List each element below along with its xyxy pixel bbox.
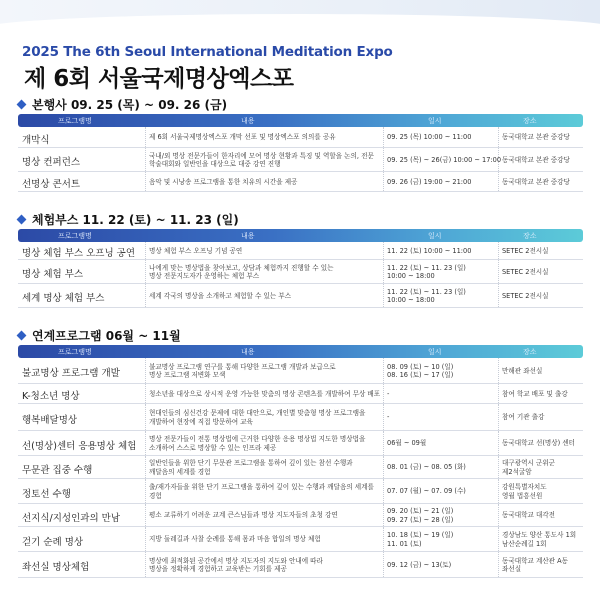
program-content-line: 명상 체험 부스 오프닝 기념 공연 (149, 246, 243, 255)
program-place (502, 483, 547, 499)
header-date: 일시 (428, 117, 442, 125)
program-date (387, 156, 501, 164)
program-date-line: 10:00 ~ 18:00 (387, 272, 435, 280)
program-content (149, 390, 385, 398)
table-header (18, 345, 583, 358)
program-place-line: 동국대학교 본관 중강당 (502, 133, 570, 142)
program-date-line: - (387, 413, 390, 422)
program-content (149, 363, 385, 379)
program-place (502, 247, 549, 255)
table-header (18, 229, 583, 242)
table-row (18, 384, 583, 404)
program-date-line: 09. 26 (금) 19:00 ~ 21:00 (387, 177, 472, 186)
table-row (18, 260, 583, 284)
program-content-line: 출/재가자들을 위한 단기 프로그램을 통하여 깊이 있는 수행과 깨달음의 세계를 (149, 483, 374, 492)
program-content-line: 깨달음의 세계를 경험 (149, 467, 211, 476)
program-place-line: 동국대학교 본관 중강당 (502, 177, 570, 186)
diamond-bullet-icon (17, 215, 27, 225)
program-date (387, 463, 466, 471)
program-date (387, 133, 471, 141)
program-name: 명상 체험 부스 (22, 269, 84, 280)
program-date (387, 264, 466, 280)
program-name: 좌선실 명상체험 (22, 562, 90, 573)
column-divider (145, 404, 146, 430)
program-place (502, 531, 576, 547)
program-date (387, 363, 453, 379)
header-date: 일시 (428, 232, 442, 240)
column-divider (498, 358, 499, 383)
table-row (18, 284, 583, 308)
program-place-line: SETEC 2전시실 (502, 246, 549, 255)
program-content-line: 명상을 정확하게 경험하고 교육받는 기회를 제공 (149, 565, 287, 573)
column-divider (498, 404, 499, 430)
program-content-line: 불교명상 프로그램 연구를 통해 다양한 프로그램 개발과 보급으로 (149, 362, 336, 371)
section-title (18, 211, 239, 228)
column-divider (498, 242, 499, 259)
program-date (387, 507, 453, 523)
column-divider (498, 504, 499, 526)
table-row (18, 404, 583, 431)
program-content-line: 평소 교류하기 어려운 교계 큰스님들과 명상 지도자들의 초청 강연 (149, 511, 338, 520)
program-date-line: 09. 20 (토) ~ 21 (일) (387, 507, 454, 516)
column-divider (145, 172, 146, 191)
program-content (149, 178, 385, 186)
header-program: 프로그램명 (58, 348, 92, 356)
column-divider (145, 431, 146, 455)
column-divider (498, 527, 499, 551)
program-content-line: 명상 전문지도자가 운영하는 체험 부스 (149, 272, 260, 280)
column-divider (145, 456, 146, 478)
program-date-line: 11. 22 (토) ~ 11. 23 (일) (387, 263, 466, 272)
program-date-line: 11. 22 (토) ~ 11. 23 (일) (387, 287, 466, 296)
column-divider (145, 358, 146, 383)
expo-subtitle-en: 2025 The 6th Seoul International Meditation Expo (22, 44, 393, 60)
table-row (18, 456, 583, 479)
column-divider (145, 242, 146, 259)
program-content-line: 경험 (149, 491, 162, 500)
program-place-line: 동국대학교 본관 중강당 (502, 155, 570, 164)
program-content (149, 483, 385, 499)
program-date (387, 413, 389, 421)
table-row (18, 358, 583, 384)
table-row (18, 127, 583, 148)
program-date-line: 08. 09 (토) ~ 10 (일) (387, 362, 454, 371)
program-place (502, 268, 549, 276)
program-place-line: 동국대학교 대각전 (502, 511, 556, 520)
program-content-line: 일반인들을 위한 단기 무문관 프로그램을 통하여 깊이 있는 참선 수행과 (149, 459, 353, 468)
program-table (18, 229, 583, 308)
table-row (18, 504, 583, 527)
column-divider (145, 552, 146, 577)
program-place (502, 178, 570, 186)
program-place-line: 좌선실 (502, 565, 522, 573)
program-date (387, 531, 453, 547)
header-date: 일시 (428, 348, 442, 356)
program-place-line: 동국대학교 선(명상) 센터 (502, 439, 576, 448)
column-divider (498, 172, 499, 191)
program-content (149, 152, 385, 168)
program-date-line: 11. 01 (토) (387, 539, 422, 548)
program-place-line: 제2석굴암 (502, 467, 532, 476)
column-divider (498, 384, 499, 403)
program-place-line: 참여 학교 배포 및 출강 (502, 389, 568, 398)
header-place: 장소 (523, 348, 537, 356)
program-place (502, 413, 544, 421)
table-header (18, 114, 583, 127)
program-content (149, 435, 385, 451)
program-place-line: SETEC 2전시실 (502, 291, 549, 300)
program-content-line: 음악 및 시낭송 프로그램을 통한 치유의 시간을 제공 (149, 177, 298, 186)
header-program: 프로그램명 (58, 117, 92, 125)
program-content-line: 학술대회와 일반인을 대상으로 대중 강연 진행 (149, 160, 281, 168)
diamond-bullet-icon (17, 331, 27, 341)
program-place-line: 경상남도 양산 통도사 1회 (502, 531, 577, 540)
program-content-line: 명상에 최적화된 공간에서 명상 지도자의 지도와 안내에 따라 (149, 556, 323, 565)
program-name: 명상 컨퍼런스 (22, 157, 81, 168)
table-row (18, 148, 583, 172)
table-row (18, 479, 583, 504)
program-content-line: 국내/외 명상 전문가들이 한자리에 모여 명상 현황과 특징 및 역할을 논의, 전문 (149, 151, 374, 160)
program-content-line: 현대인들의 심신건강 문제에 대한 대안으로, 개인별 맞춤형 명상 프로그램을 (149, 409, 366, 418)
program-place-line: 동국대학교 계산관 A동 (502, 556, 569, 565)
column-divider (145, 148, 146, 171)
program-name: 선(명상)센터 응용명상 체험 (22, 440, 137, 452)
program-place-line: 남산순례길 1회 (502, 539, 547, 548)
column-divider (498, 552, 499, 577)
program-place-line: 강원특별자치도 (502, 483, 547, 492)
header-place: 장소 (523, 117, 537, 125)
program-date (387, 390, 389, 398)
program-content-line: 지방 둘레길과 사찰 순례를 통해 몸과 마음 합일의 명상 체험 (149, 535, 321, 544)
section-title-text: 본행사 09. 25 (목) ~ 09. 26 (금) (32, 98, 228, 112)
column-divider (145, 527, 146, 551)
program-place (502, 156, 570, 164)
header-program: 프로그램명 (58, 232, 92, 240)
program-place (502, 439, 575, 447)
column-divider (145, 127, 146, 147)
column-divider (145, 284, 146, 307)
column-divider (145, 504, 146, 526)
program-date-line: 10:00 ~ 18:00 (387, 296, 435, 304)
program-name: 개막식 (22, 134, 50, 146)
table-row (18, 172, 583, 192)
header-place: 장소 (523, 232, 537, 240)
program-place (502, 390, 568, 398)
table-row (18, 431, 583, 456)
column-divider (498, 456, 499, 478)
program-place (502, 367, 542, 375)
diamond-bullet-icon (17, 100, 27, 110)
section-title-text: 연계프로그램 06월 ~ 11월 (32, 329, 181, 343)
program-name: 선지식/지성인과의 만남 (22, 512, 120, 524)
program-date-line: 09. 25 (목) ~ 26(금) 10:00 ~ 17:00 (387, 155, 502, 164)
top-curve-decoration (0, 14, 600, 44)
program-date-line: 08. 01 (금) ~ 08. 05 (화) (387, 463, 466, 472)
table-row (18, 527, 583, 552)
program-content (149, 535, 385, 543)
program-date-line: 09. 27 (토) ~ 28 (일) (387, 515, 454, 524)
program-name: 세계 명상 체험 부스 (22, 293, 105, 304)
program-name: 선명상 콘서트 (22, 179, 81, 190)
program-date (387, 247, 471, 255)
expo-title: 제 6회 서울국제명상엑스포 (24, 66, 294, 92)
program-name: 무문관 집중 수행 (22, 464, 93, 476)
program-date (387, 288, 466, 304)
program-date-line: 09. 25 (목) 10:00 ~ 11:00 (387, 133, 472, 142)
column-divider (145, 479, 146, 503)
program-name: 행복배달명상 (22, 414, 78, 426)
program-place (502, 133, 570, 141)
program-place-line: 만해관 좌선실 (502, 366, 543, 375)
program-place (502, 292, 549, 300)
program-date-line: 11. 22 (토) 10:00 ~ 11:00 (387, 246, 472, 255)
program-content-line: 명상 전문가들이 전통 명상법에 근거한 다양한 응용 명상법 지도한 명상법을 (149, 435, 366, 444)
program-date (387, 178, 471, 186)
program-date-line: - (387, 389, 390, 398)
program-content-line: 제 6회 서울국제명상엑스포 개막 선포 및 명상엑스포 의의를 공유 (149, 133, 336, 142)
program-place-line: 영월 법흥선원 (502, 491, 543, 500)
column-divider (145, 384, 146, 403)
program-name: 걷기 순례 명상 (22, 536, 84, 548)
program-content-line: 명상 프로그램 저변화 모색 (149, 371, 226, 379)
program-content (149, 133, 385, 141)
table-row (18, 242, 583, 260)
program-table (18, 114, 583, 192)
column-divider (145, 260, 146, 283)
column-divider (498, 127, 499, 147)
section-title-text: 체험부스 11. 22 (토) ~ 11. 23 (일) (32, 213, 239, 227)
table-row (18, 552, 583, 578)
program-place-line: 참여 기관 출강 (502, 413, 545, 422)
program-date-line: 06월 ~ 09월 (387, 439, 427, 448)
section-title (18, 327, 181, 344)
header-content: 내용 (241, 117, 255, 125)
program-date (387, 439, 426, 447)
column-divider (498, 284, 499, 307)
program-content-line: 세계 각국의 명상을 소개하고 체험할 수 있는 부스 (149, 291, 292, 300)
program-content (149, 247, 385, 255)
column-divider (498, 431, 499, 455)
program-name: 명상 체험 부스 오프닝 공연 (22, 248, 136, 259)
program-content-line: 나에게 맞는 명상법을 찾아보고, 상담과 체험까지 진행할 수 있는 (149, 263, 334, 272)
program-date-line: 08. 16 (토) ~ 17 (일) (387, 371, 454, 379)
program-date (387, 487, 466, 495)
program-content (149, 292, 385, 300)
program-date-line: 07. 07 (월) ~ 07. 09 (수) (387, 487, 466, 496)
header-content: 내용 (241, 232, 255, 240)
program-content (149, 557, 385, 573)
program-name: K-청소년 명상 (22, 391, 80, 402)
program-place (502, 459, 555, 475)
program-date-line: 10. 18 (토) ~ 19 (일) (387, 531, 454, 540)
program-date (387, 561, 451, 569)
program-content (149, 264, 385, 280)
program-place (502, 557, 568, 573)
column-divider (498, 479, 499, 503)
program-place-line: SETEC 2전시실 (502, 267, 549, 276)
section-title (18, 96, 227, 113)
header-content: 내용 (241, 348, 255, 356)
program-place (502, 511, 555, 519)
program-content-line: 청소년을 대상으로 상시적 운영 가능한 맞춤의 명상 콘텐츠를 개발하여 무상 배포 (149, 389, 381, 398)
program-content-line: 개발하여 현장에 직접 방문하여 교육 (149, 417, 253, 426)
column-divider (498, 260, 499, 283)
program-content (149, 409, 385, 425)
program-content (149, 459, 385, 475)
program-date-line: 09. 12 (금) ~ 13(토) (387, 560, 452, 569)
program-place-line: 대구광역시 군위군 (502, 459, 556, 468)
program-content-line: 소개하여 스스로 명상할 수 있는 인프라 제공 (149, 443, 277, 452)
program-name: 정토선 수행 (22, 488, 71, 500)
program-table (18, 345, 583, 578)
program-content (149, 511, 385, 519)
program-name: 불교명상 프로그램 개발 (22, 368, 120, 379)
